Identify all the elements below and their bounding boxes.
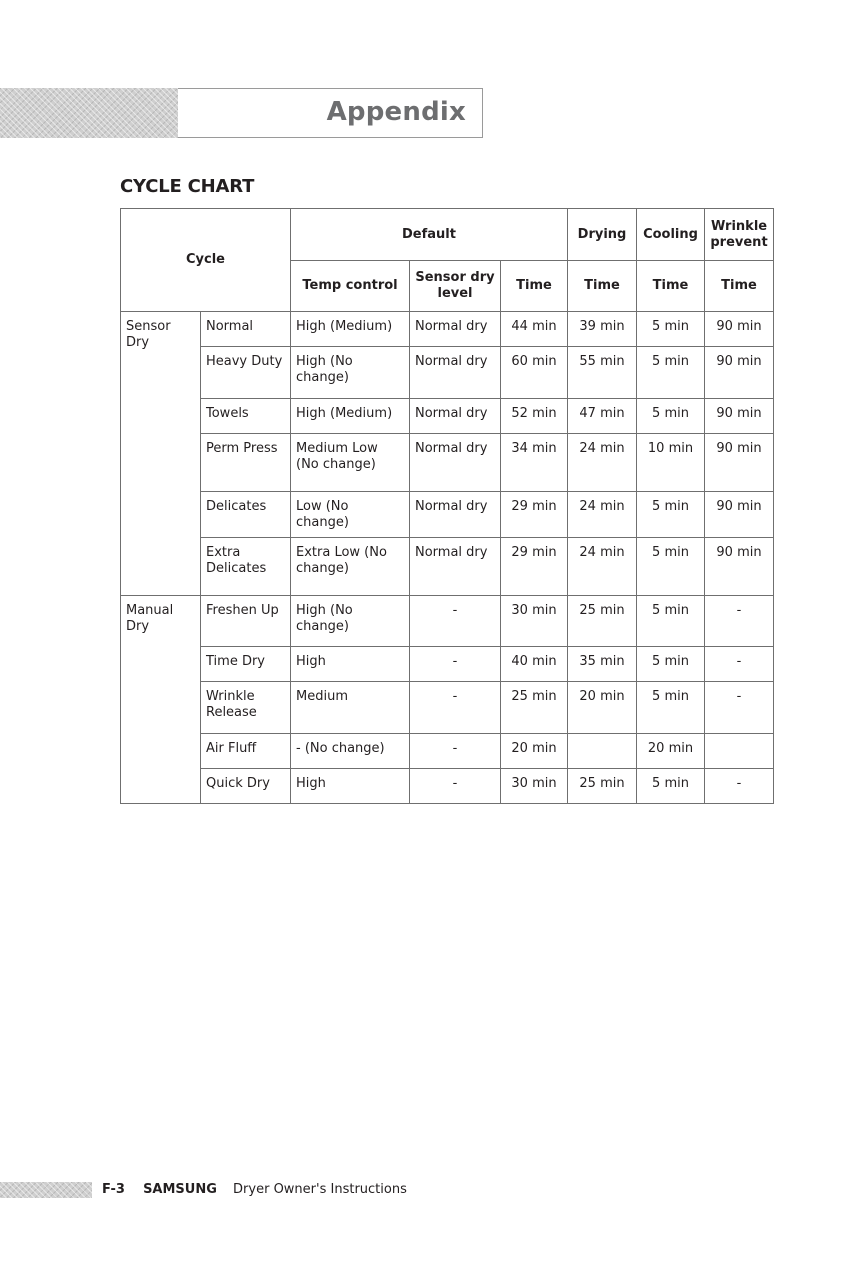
- wrinkle-prevent-header: Wrinkle prevent: [705, 209, 774, 261]
- cycle-header: Cycle: [121, 209, 291, 312]
- drying-value: 24 min: [568, 538, 637, 596]
- temp-control-value: High (No change): [291, 596, 410, 647]
- page-header-title: Appendix: [326, 97, 466, 127]
- wrinkle-value: 90 min: [705, 399, 774, 434]
- default-header: Default: [291, 209, 568, 261]
- time-value: 25 min: [501, 682, 568, 734]
- sensor-level-value: Normal dry: [410, 347, 501, 399]
- sensor-level-value: -: [410, 734, 501, 769]
- cycle-name: Heavy Duty: [201, 347, 291, 399]
- cooling-header: Cooling: [637, 209, 705, 261]
- time-value: 30 min: [501, 596, 568, 647]
- wrinkle-value: 90 min: [705, 347, 774, 399]
- sensor-level-value: Normal dry: [410, 492, 501, 538]
- time-value: 34 min: [501, 434, 568, 492]
- cycle-name: Normal: [201, 312, 291, 347]
- drying-value: 24 min: [568, 434, 637, 492]
- temp-control-value: High: [291, 769, 410, 804]
- sensor-level-value: -: [410, 596, 501, 647]
- cycle-chart-table: [120, 208, 774, 804]
- cooling-value: 5 min: [637, 682, 705, 734]
- sensor-dry-level-header: Sensor dry level: [410, 261, 501, 312]
- drying-value: 25 min: [568, 596, 637, 647]
- cooling-value: 5 min: [637, 538, 705, 596]
- time-value: 52 min: [501, 399, 568, 434]
- temp-control-value: High (No change): [291, 347, 410, 399]
- temp-control-value: Medium: [291, 682, 410, 734]
- temp-control-value: Low (No change): [291, 492, 410, 538]
- time-value: 30 min: [501, 769, 568, 804]
- temp-control-value: High: [291, 647, 410, 682]
- cooling-value: 5 min: [637, 347, 705, 399]
- table-row: [121, 538, 774, 596]
- cooling-value: 5 min: [637, 769, 705, 804]
- default-time-header: Time: [501, 261, 568, 312]
- footer-pattern: [0, 1182, 92, 1198]
- wrinkle-value: 90 min: [705, 434, 774, 492]
- group-label-manual-dry: Manual Dry: [121, 596, 201, 804]
- page-footer: [102, 1182, 407, 1197]
- wrinkle-value: -: [705, 647, 774, 682]
- table-row: [121, 596, 774, 647]
- wrinkle-value: 90 min: [705, 538, 774, 596]
- drying-value: 25 min: [568, 769, 637, 804]
- drying-header: Drying: [568, 209, 637, 261]
- table-row: [121, 399, 774, 434]
- sensor-level-value: Normal dry: [410, 434, 501, 492]
- table-row: [121, 647, 774, 682]
- sensor-level-value: -: [410, 647, 501, 682]
- cycle-name: Quick Dry: [201, 769, 291, 804]
- cycle-name: Delicates: [201, 492, 291, 538]
- table-row: [121, 769, 774, 804]
- wrinkle-value: -: [705, 769, 774, 804]
- table-row: [121, 312, 774, 347]
- cooling-value: 5 min: [637, 492, 705, 538]
- group-label-sensor-dry: Sensor Dry: [121, 312, 201, 596]
- temp-control-value: High (Medium): [291, 399, 410, 434]
- cycle-name: Air Fluff: [201, 734, 291, 769]
- section-title: CYCLE CHART: [120, 176, 255, 197]
- cooling-value: 5 min: [637, 647, 705, 682]
- cycle-name: Time Dry: [201, 647, 291, 682]
- cycle-name: Freshen Up: [201, 596, 291, 647]
- drying-value: [568, 734, 637, 769]
- document-title: Dryer Owner's Instructions: [233, 1182, 407, 1197]
- drying-value: 39 min: [568, 312, 637, 347]
- cooling-value: 10 min: [637, 434, 705, 492]
- sensor-level-value: -: [410, 682, 501, 734]
- table-row: [121, 434, 774, 492]
- sensor-level-value: Normal dry: [410, 312, 501, 347]
- wrinkle-value: 90 min: [705, 312, 774, 347]
- time-value: 20 min: [501, 734, 568, 769]
- cooling-value: 20 min: [637, 734, 705, 769]
- temp-control-value: Extra Low (No change): [291, 538, 410, 596]
- time-value: 29 min: [501, 538, 568, 596]
- time-value: 29 min: [501, 492, 568, 538]
- drying-value: 35 min: [568, 647, 637, 682]
- cycle-name: Towels: [201, 399, 291, 434]
- cooling-time-header: Time: [637, 261, 705, 312]
- temp-control-value: - (No change): [291, 734, 410, 769]
- temp-control-value: Medium Low (No change): [291, 434, 410, 492]
- drying-time-header: Time: [568, 261, 637, 312]
- wrinkle-value: 90 min: [705, 492, 774, 538]
- cooling-value: 5 min: [637, 399, 705, 434]
- temp-control-value: High (Medium): [291, 312, 410, 347]
- drying-value: 20 min: [568, 682, 637, 734]
- brand-name: SAMSUNG: [143, 1182, 217, 1197]
- page-number: F-3: [102, 1182, 125, 1197]
- wrinkle-time-header: Time: [705, 261, 774, 312]
- time-value: 44 min: [501, 312, 568, 347]
- sensor-level-value: -: [410, 769, 501, 804]
- temp-control-header: Temp control: [291, 261, 410, 312]
- drying-value: 55 min: [568, 347, 637, 399]
- time-value: 60 min: [501, 347, 568, 399]
- drying-value: 24 min: [568, 492, 637, 538]
- cooling-value: 5 min: [637, 312, 705, 347]
- drying-value: 47 min: [568, 399, 637, 434]
- table-row: [121, 347, 774, 399]
- wrinkle-value: [705, 734, 774, 769]
- sensor-level-value: Normal dry: [410, 538, 501, 596]
- cycle-name: Wrinkle Release: [201, 682, 291, 734]
- time-value: 40 min: [501, 647, 568, 682]
- sensor-level-value: Normal dry: [410, 399, 501, 434]
- cycle-name: Extra Delicates: [201, 538, 291, 596]
- wrinkle-value: -: [705, 596, 774, 647]
- table-row: [121, 492, 774, 538]
- cycle-name: Perm Press: [201, 434, 291, 492]
- table-row: [121, 682, 774, 734]
- wrinkle-value: -: [705, 682, 774, 734]
- header-box: [178, 88, 483, 138]
- cooling-value: 5 min: [637, 596, 705, 647]
- header-pattern: [0, 88, 178, 138]
- table-row: [121, 734, 774, 769]
